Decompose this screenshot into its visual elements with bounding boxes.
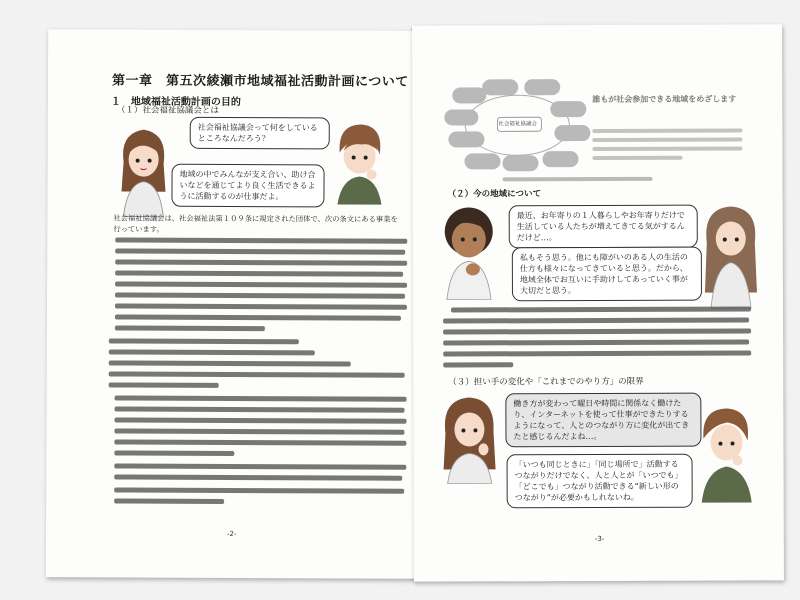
text-line xyxy=(443,317,749,323)
girl-character-illustration xyxy=(113,121,173,219)
text-line xyxy=(443,328,751,334)
recent-observation-bubble xyxy=(509,205,698,249)
text-line xyxy=(451,306,751,312)
reply-bubble xyxy=(512,247,702,302)
girl-character-illustration xyxy=(437,389,503,485)
text-line xyxy=(114,463,406,469)
text-line xyxy=(115,270,403,276)
new-form-text: 「いつも同じときに」「同じ場所で」活動するつながりだけでなく、人と人とが「いつでも」「どこでも」つながり活動できる“新しい形のつながり”が必要かもしれないね。 xyxy=(514,459,683,503)
chapter-title: 第一章 第五次綾瀬市地域福祉活動計画について xyxy=(111,73,409,90)
answer-speech-bubble xyxy=(171,164,324,208)
boy-character-illustration xyxy=(327,116,391,206)
answer-text: 地域の中でみんなが支え合い、助け合いなどを通じてより良く生活できるように活動するのが仕事だよ。 xyxy=(179,169,316,202)
text-line xyxy=(114,428,404,434)
boy-character-illustration xyxy=(691,400,761,504)
page-number: -2- xyxy=(226,529,237,539)
text-line xyxy=(115,314,401,320)
girl-character-illustration xyxy=(699,200,763,310)
change-speech-bubble xyxy=(505,393,701,448)
text-line xyxy=(115,406,405,412)
list-item-line xyxy=(109,371,405,377)
text-line xyxy=(114,487,404,493)
text-line xyxy=(114,417,406,423)
intro-paragraph xyxy=(113,213,403,235)
text-line xyxy=(443,362,513,367)
page-number: -3- xyxy=(594,534,605,544)
text-line xyxy=(115,325,265,330)
reply-text: 私もそう思う。他にも障がいのある人の生活の仕方も様々になってきていると思う。だから、地域全体でお互いに手助けしてあっていく事が大切だと思う。 xyxy=(519,252,688,296)
text-line xyxy=(115,281,407,287)
section-heading: １ 地域福祉活動計画の目的 xyxy=(110,96,241,109)
list-item-line xyxy=(109,382,219,387)
text-line xyxy=(114,498,224,503)
text-line xyxy=(115,259,407,265)
text-line xyxy=(443,339,749,345)
list-item-line xyxy=(109,338,299,343)
text-line xyxy=(115,248,405,254)
side-panel-line xyxy=(592,128,742,132)
text-line xyxy=(114,474,402,480)
side-panel-line xyxy=(592,146,742,150)
subsection-heading: （１）社会福祉協議会とは xyxy=(116,105,219,116)
text-line xyxy=(114,439,406,445)
text-line xyxy=(443,350,751,356)
recent-observation-text: 最近、お年寄りの１人暮らしやお年寄りだけで生活している人たちが増えてきてる気がするんだけど…。 xyxy=(516,210,685,243)
girl-character-illustration xyxy=(435,201,505,301)
side-panel-title: 誰もが社会参加できる地域をめざします xyxy=(592,94,737,105)
question-speech-bubble xyxy=(190,117,330,150)
section-2-heading: （２）今の地域について xyxy=(447,189,541,200)
text-line xyxy=(115,395,407,401)
new-form-speech-bubble xyxy=(507,454,693,509)
left-page xyxy=(46,29,420,579)
diagram-center-label: 社会福祉協議会 xyxy=(498,121,537,128)
side-panel-line xyxy=(592,156,682,160)
question-text: 社会福祉協議会って何をしているところなんだろう？ xyxy=(197,122,318,144)
intro-text: 社会福祉協議会は、社会福祉法第１０９条に規定された団体で、次の条文にある事業を行っています。 xyxy=(113,213,398,234)
list-item-line xyxy=(109,349,315,354)
side-panel xyxy=(592,94,757,105)
section-3-heading: （３）担い手の変化や「これまでのやり方」の限界 xyxy=(448,376,644,388)
text-line xyxy=(115,292,405,298)
right-page xyxy=(412,24,784,581)
text-line xyxy=(114,450,234,455)
list-item-line xyxy=(109,360,351,366)
side-panel-line xyxy=(592,137,742,141)
change-text: 働き方が変わって曜日や時間に関係なく働けたり、インターネットを使って仕事ができたりするようになって、人とのつながり方に変化が出てきたと感じるんだよね…。 xyxy=(513,398,690,442)
diagram-caption-line xyxy=(503,177,653,181)
text-line xyxy=(115,237,407,243)
text-line xyxy=(115,303,407,309)
